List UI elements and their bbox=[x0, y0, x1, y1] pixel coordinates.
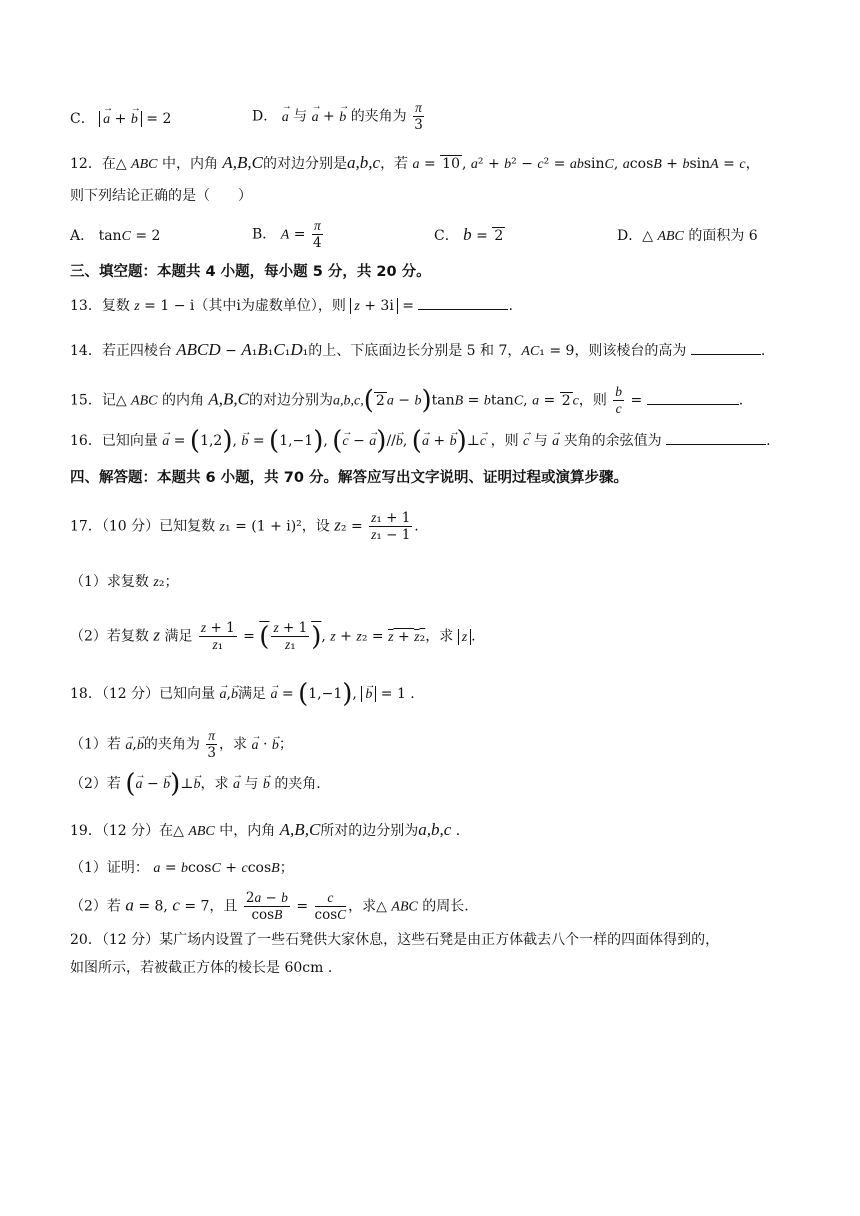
triangle-label: ABC bbox=[131, 157, 158, 172]
stem-text: 的对边分别是 bbox=[263, 156, 348, 172]
stem-text: 的对边分别为 bbox=[249, 392, 334, 409]
stem-text: ， bbox=[745, 156, 760, 172]
stem-text: 19．（12 分）在△ bbox=[70, 823, 184, 839]
stem-text: 18．（12 分）已知向量 bbox=[70, 686, 216, 702]
stem-text: ，求 bbox=[200, 776, 229, 792]
q12-option-d bbox=[617, 225, 758, 245]
stem-text: 所对的边分别为 bbox=[320, 823, 419, 839]
stem-text: ，则 bbox=[490, 433, 519, 449]
option-label: C． bbox=[70, 111, 95, 127]
stem-text: ，求 bbox=[219, 736, 248, 753]
question-13: 13．复数 z = 1 − i（其中i为虚数单位），则 z + 3i = . bbox=[70, 295, 513, 317]
formula: → a + → b bbox=[99, 111, 142, 127]
stem-text: 的夹角. bbox=[274, 776, 321, 792]
section-3-heading: 三、填空题：本题共 4 小题，每小题 5 分，共 20 分。 bbox=[70, 264, 431, 280]
stem-text: ，求 bbox=[425, 628, 454, 645]
option-text: 的面积为 6 bbox=[688, 228, 758, 244]
stem-text: ，且 bbox=[209, 898, 238, 915]
stem-text: 中，内角 bbox=[219, 823, 276, 839]
q11-option-d: D． → a 与 → a + → b 的夹角为 $\frac{\pi}{3}$ bbox=[252, 100, 426, 133]
stem-text: 夹角的余弦值为 bbox=[563, 433, 662, 449]
stem-text: 14．若正四棱台 bbox=[70, 343, 172, 359]
stem-text: 的上、下底面边长分别是 5 和 7， bbox=[308, 343, 522, 359]
option-label: A． bbox=[70, 228, 95, 244]
q12-option-c: C． b = 2 bbox=[434, 225, 504, 244]
triangle-label: ABC bbox=[657, 229, 684, 244]
question-20-line-2: 如图所示，若被截正方体的棱长是 60cm . bbox=[70, 960, 333, 976]
option-text: 与 bbox=[293, 108, 308, 125]
stem-text: （2）若 bbox=[70, 898, 121, 915]
stem-text: 与 bbox=[533, 433, 548, 449]
stem-text: （其中 bbox=[194, 298, 237, 314]
stem-text: 满足 bbox=[164, 628, 193, 645]
stem-text: ，设 bbox=[301, 518, 330, 535]
option-label: D． bbox=[252, 108, 278, 125]
stem-text: 13．复数 bbox=[70, 298, 130, 314]
stem-text: 的周长. bbox=[422, 898, 469, 915]
stem-text: （1）若 bbox=[70, 736, 121, 753]
stem-text: 中，内角 bbox=[161, 156, 218, 172]
option-label: C． bbox=[434, 228, 459, 244]
question-17-part-1: （1）求复数 z₂； bbox=[70, 574, 179, 590]
question-18-part-1: （1）若 → a,→ b的夹角为 $\frac{\pi}{3}$ ，求 → a · → b； bbox=[70, 728, 293, 761]
stem-text: 17．（10 分）已知复数 bbox=[70, 518, 216, 535]
question-16: 16．已知向量 → a = (1,2), → b = (1,−1), (→ c − → a)//→ b, (→ a + → b)⊥→ c ，则 → c 与 → a 夹角的余弦值为 . bbox=[70, 430, 771, 452]
stem-text: 15．记△ bbox=[70, 392, 127, 409]
question-12-stem: 12．在△ ABC 中，内角 A,B,C的对边分别是a,b,c，若 a = 10 , a² + b² − c² = absinC, acosB + bsinA = c， bbox=[70, 153, 760, 172]
stem-text: ，则该棱台的高为 bbox=[574, 343, 687, 359]
question-17: 17．（10 分）已知复数 z₁ = (1 + i)²，设 z₂ = $\frac{\text{z₁ + 1}}{\text{z₁ − 1}}$ . bbox=[70, 510, 419, 543]
question-18-part-2: （2）若 (→ a − → b)⊥→ b，求 → a 与 → b 的夹角. bbox=[70, 774, 321, 795]
stem-text: 为虚数单位），则 bbox=[240, 298, 346, 314]
stem-text: （1）证明： bbox=[70, 860, 149, 876]
stem-text: （1）求复数 bbox=[70, 574, 149, 590]
stem-text: 的内角 bbox=[161, 392, 204, 409]
stem-text: 与 bbox=[244, 776, 259, 792]
question-12-stem-line2: 则下列结论正确的是（ ） bbox=[70, 188, 252, 204]
stem-text: ，求△ bbox=[348, 898, 387, 915]
stem-text: ，若 bbox=[380, 156, 409, 172]
option-label: D．△ bbox=[617, 228, 653, 244]
question-17-part-2: （2）若复数 z 满足 $\frac{z + 1}{\text{z₁}}$ = ( $\frac{z + 1}{\text{z₁}}$ ), z + z₂ = z + z₂，求 z . bbox=[70, 620, 476, 653]
stem-text: 满足 bbox=[238, 686, 266, 702]
option-text: 的夹角为 bbox=[350, 108, 407, 125]
stem-text: 的夹角为 bbox=[143, 736, 200, 753]
answer-blank[interactable] bbox=[666, 430, 766, 445]
question-20-line-1: 20．（12 分）某广场内设置了一些石凳供大家休息，这些石凳是由正方体截去八个一样的四面体得到的， bbox=[70, 932, 720, 948]
answer-blank[interactable] bbox=[418, 295, 508, 310]
stem-text: ，则 bbox=[578, 392, 607, 409]
question-19-part-2: （2）若 a = 8, c = 7，且 $\frac{2a - b}{\cos B}$ = $\frac{c}{\cos C}$ ，求△ ABC 的周长. bbox=[70, 890, 469, 923]
q11-option-c: C． → a + → b = 2 bbox=[70, 108, 171, 128]
answer-blank[interactable] bbox=[691, 340, 761, 355]
answer-blank[interactable] bbox=[647, 390, 739, 405]
stem-text: ； bbox=[164, 574, 179, 590]
question-18: 18．（12 分）已知向量 → a,→ b满足 → a = (1,−1), → b = 1 . bbox=[70, 684, 415, 705]
section-4-heading: 四、解答题：本题共 6 小题，共 70 分。解答应写出文字说明、证明过程或演算步骤。 bbox=[70, 470, 628, 486]
stem-text: 16．已知向量 bbox=[70, 433, 158, 449]
stem-text: （2）若 bbox=[70, 776, 121, 792]
option-label: B． bbox=[252, 226, 277, 243]
question-14: 14．若正四棱台 ABCD − A₁B₁C₁D₁的上、下底面边长分别是 5 和 7，AC₁ = 9，则该棱台的高为 . bbox=[70, 340, 766, 359]
q12-option-a: A． tanC = 2 bbox=[70, 228, 161, 244]
question-15: 15．记△ ABC 的内角 A,B,C的对边分别为a,b,c,( 2 a − b)tanB = btanC, a = 2 c，则 $\frac{b}{c}$ = . bbox=[70, 384, 744, 416]
q12-option-b: B． A = $\frac{\pi}{4}$ bbox=[252, 218, 322, 251]
question-19-part-1: （1）证明： a = bcosC + ccosB； bbox=[70, 860, 294, 876]
question-19: 19．（12 分）在△ ABC 中，内角 A,B,C所对的边分别为a,b,c . bbox=[70, 820, 461, 839]
question-number: 12．在△ bbox=[70, 156, 127, 172]
stem-text: （2）若复数 bbox=[70, 628, 149, 645]
